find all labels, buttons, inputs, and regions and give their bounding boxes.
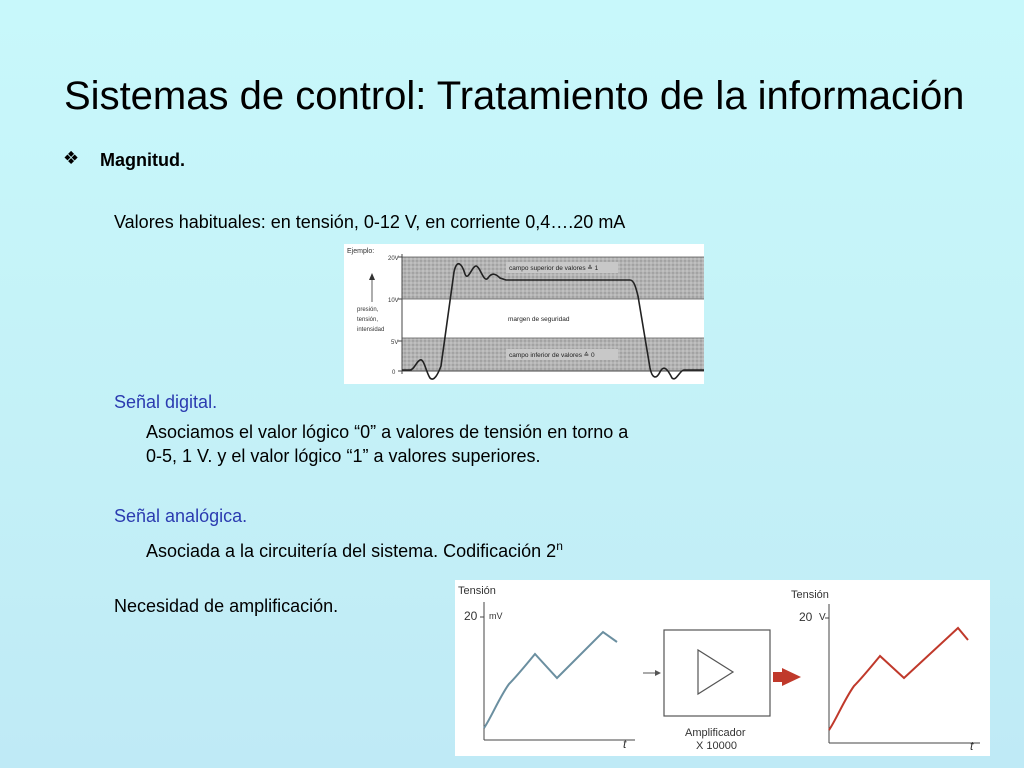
safety-margin-label: margen de seguridad (508, 316, 570, 323)
left-ylabel: Tensión (458, 585, 496, 597)
tick-10v: 10V (388, 298, 399, 304)
side-label-intensidad: intensidad (357, 327, 385, 333)
right-unit: V (819, 612, 826, 623)
right-tick-20: 20 (799, 610, 813, 624)
analog-superscript: n (556, 539, 563, 553)
tick-0: 0 (392, 370, 396, 376)
lower-field-label: campo inferior de valores ≙ 0 (509, 352, 595, 359)
analog-text (146, 534, 563, 563)
analog-text-main: Asociada a la circuitería del sistema. Codificación 2 (146, 541, 557, 561)
amplifier-label: Amplificador (685, 727, 746, 739)
digital-heading: Señal digital. (114, 392, 218, 412)
right-ylabel: Tensión (791, 589, 829, 601)
output-arrow-icon (782, 668, 801, 686)
values-text: Valores habituales: en tensión, 0-12 V, en corriente 0,4….20 mA (114, 212, 626, 232)
analog-heading: Señal analógica. (114, 506, 248, 526)
output-signal-curve (829, 628, 968, 730)
side-label-tension: tensión, (357, 317, 379, 323)
side-label-presion: presión, (357, 307, 379, 313)
tick-20v: 20V (388, 256, 399, 262)
left-tick-20: 20 (464, 609, 478, 623)
right-xlabel: t (970, 739, 974, 753)
amplifier-box (664, 630, 770, 716)
left-xlabel: t (623, 737, 627, 751)
tick-5v: 5V (391, 340, 399, 346)
bullet-magnitud: Magnitud. (100, 150, 185, 170)
diamond-bullet-icon: ❖ (63, 148, 80, 168)
signal-levels-figure (344, 244, 704, 384)
digital-line-2: 0-5, 1 V. y el valor lógico “1” a valores superiores. (146, 446, 541, 466)
upper-field-label: campo superior de valores ≙ 1 (509, 265, 599, 272)
left-unit: mV (489, 611, 503, 621)
amplifier-figure (455, 580, 990, 756)
digital-line-1: Asociamos el valor lógico “0” a valores de tensión en torno a (146, 422, 629, 442)
amplifier-gain: X 10000 (696, 740, 737, 752)
example-label: Ejemplo: (347, 248, 375, 255)
input-signal-curve (484, 632, 617, 728)
slide-title: Sistemas de control: Tratamiento de la información (64, 74, 965, 118)
amplification-text: Necesidad de amplificación. (114, 596, 339, 616)
